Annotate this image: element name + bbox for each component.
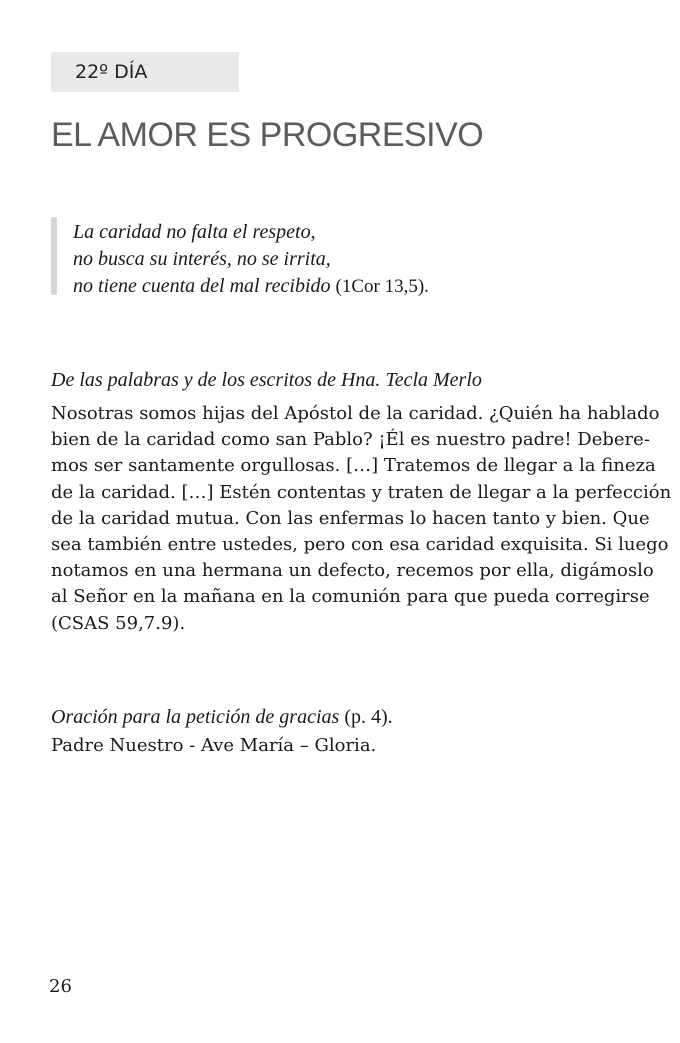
body-line: mos ser santamente orgullosas. […] Tratemos de llegar a la fineza bbox=[51, 455, 656, 477]
body-line: sea también entre ustedes, pero con esa caridad exquisita. Si luego bbox=[51, 534, 669, 556]
prayer-title: Oración para la petición de gracias bbox=[51, 706, 340, 728]
body-line: Nosotras somos hijas del Apóstol de la caridad. ¿Quién ha hablado bbox=[51, 403, 660, 424]
source-heading: De las palabras y de los escritos de Hna. Tecla Merlo bbox=[51, 369, 482, 391]
quote-bar bbox=[51, 217, 57, 295]
prayer-line bbox=[51, 704, 393, 731]
quote-reference: (1Cor 13,5). bbox=[335, 276, 429, 297]
source-body bbox=[51, 401, 672, 637]
quote-line-last bbox=[73, 273, 429, 300]
quote-line: no busca su interés, no se irrita, bbox=[73, 248, 331, 270]
quote-line: La caridad no falta el respeto, bbox=[73, 221, 316, 243]
prayer-reference: (p. 4). bbox=[344, 706, 393, 728]
body-line: al Señor en la mañana en la comunión para que pueda corregirse bbox=[51, 586, 650, 608]
body-line: bien de la caridad como san Pablo? ¡Él es nuestro padre! Debere- bbox=[51, 429, 650, 451]
quote-line-text: no tiene cuenta del mal recibido bbox=[73, 275, 331, 297]
prayers-list: Padre Nuestro - Ave María – Gloria. bbox=[51, 735, 377, 756]
page-title: EL AMOR ES PROGRESIVO bbox=[51, 116, 484, 154]
day-label: 22º DÍA bbox=[75, 61, 148, 83]
page-number: 26 bbox=[49, 976, 72, 997]
body-line: de la caridad mutua. Con las enfermas lo hacen tanto y bien. Que bbox=[51, 507, 650, 529]
day-badge bbox=[51, 52, 239, 92]
body-line: (CSAS 59,7.9). bbox=[51, 612, 186, 634]
body-line: de la caridad. […] Estén contentas y traten de llegar a la perfección bbox=[51, 481, 672, 503]
scripture-quote bbox=[73, 219, 429, 300]
body-line: notamos en una hermana un defecto, recemos por ella, digámoslo bbox=[51, 560, 654, 582]
